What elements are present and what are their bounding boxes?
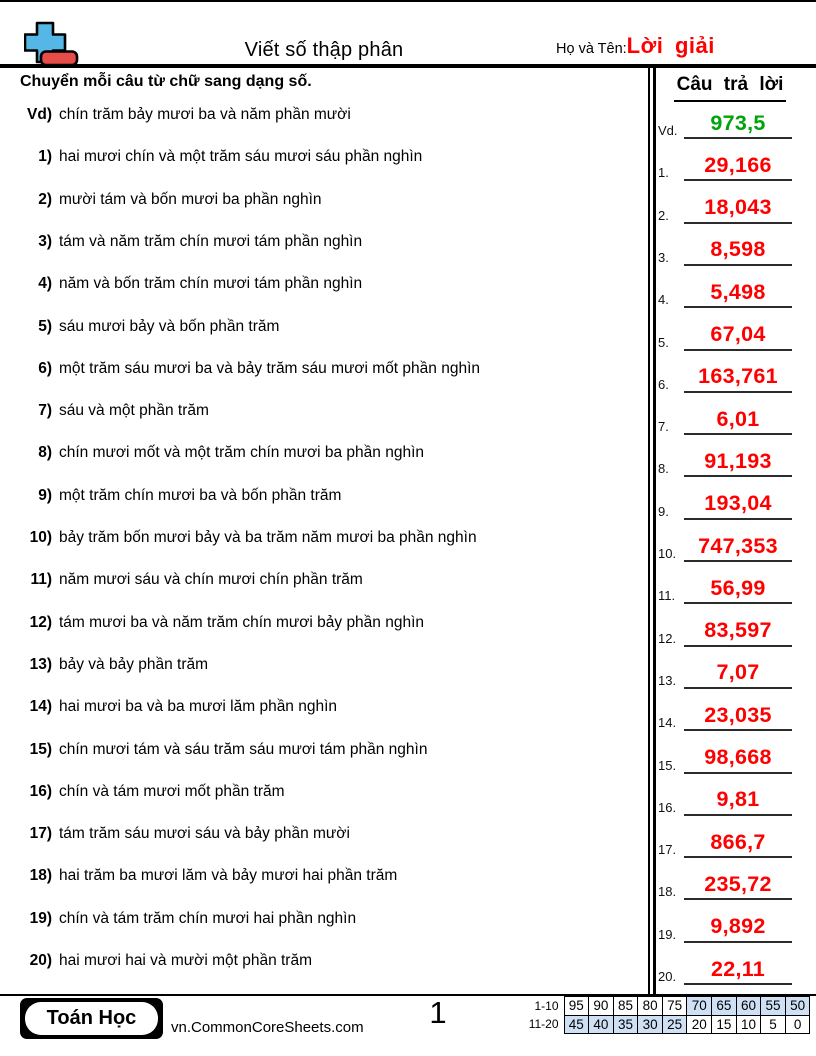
question-text: hai mươi hai và mười một phần trăm — [59, 952, 312, 969]
question-number: 11) — [30, 571, 52, 589]
answer-line — [684, 615, 792, 647]
question-row — [0, 191, 645, 210]
question-row — [0, 656, 645, 675]
score-cell: 55 — [761, 997, 786, 1016]
answer-row — [656, 953, 793, 985]
answer-line — [684, 911, 792, 943]
answer-line — [684, 234, 792, 266]
score-cell: 50 — [785, 997, 810, 1016]
question-text: sáu mươi bảy và bốn phần trăm — [59, 317, 280, 335]
question-number: 6) — [38, 359, 52, 377]
answer-row — [656, 403, 793, 435]
answer-value: 5,498 — [710, 279, 766, 304]
answers-column-header — [650, 74, 810, 102]
answer-value: 29,166 — [704, 152, 772, 177]
question-number: 14) — [29, 698, 52, 716]
score-row-label: 11-20 — [528, 1017, 559, 1032]
score-cell: 90 — [589, 997, 614, 1016]
answer-line — [684, 149, 792, 181]
question-text: hai mươi chín và một trăm sáu mươi sáu phần nghìn — [59, 148, 423, 166]
score-cell: 60 — [736, 997, 761, 1016]
answer-row — [656, 572, 793, 604]
answer-line — [684, 826, 792, 858]
question-text: chín và tám mươi mốt phần trăm — [59, 782, 285, 800]
page-number: 1 — [429, 995, 447, 1030]
question-text: năm mươi sáu và chín mươi chín phần trăm — [59, 571, 363, 589]
answer-line — [684, 445, 792, 477]
question-number: 16) — [29, 782, 52, 800]
answer-value: 23,035 — [704, 702, 772, 727]
answer-row — [656, 699, 793, 731]
answer-row — [656, 911, 793, 943]
answer-value: 866,7 — [710, 829, 766, 854]
answer-value: 7,07 — [716, 660, 760, 685]
question-row — [0, 952, 645, 971]
answer-number: 4. — [658, 292, 669, 308]
question-text: chín trăm bảy mươi ba và năm phần mười — [59, 106, 351, 123]
answer-row — [656, 826, 793, 858]
answer-row — [656, 784, 793, 816]
answer-value: 8,598 — [710, 237, 766, 262]
answer-value: 163,761 — [698, 364, 778, 389]
score-row — [520, 997, 810, 1016]
answer-row — [656, 530, 793, 562]
answer-row — [656, 742, 793, 774]
answer-row — [656, 615, 793, 647]
answer-value: 6,01 — [716, 406, 760, 431]
answer-number: 8. — [658, 461, 669, 477]
score-table — [520, 996, 810, 1034]
question-text: năm và bốn trăm chín mươi tám phần nghìn — [59, 275, 363, 293]
question-row — [0, 910, 645, 929]
question-row — [0, 402, 645, 421]
answer-row — [656, 488, 793, 520]
answer-number: 15. — [658, 757, 677, 773]
subject-badge — [20, 998, 163, 1039]
answer-value: 67,04 — [710, 322, 766, 346]
page-title: Viết số thập phân — [244, 39, 404, 61]
answer-line — [684, 572, 792, 604]
score-row — [520, 1015, 810, 1034]
website-text: vn.CommonCoreSheets.com — [171, 1019, 364, 1036]
answer-number: 16. — [658, 799, 677, 815]
answer-row — [656, 276, 793, 308]
answer-line — [684, 403, 792, 435]
answer-number: 14. — [658, 715, 677, 731]
answer-value: 9,892 — [710, 914, 766, 939]
name-label: Họ và Tên: — [556, 41, 627, 57]
answer-value: 235,72 — [704, 871, 772, 896]
answer-line — [684, 699, 792, 731]
answer-line — [684, 868, 792, 900]
question-row — [0, 698, 645, 717]
question-text: một trăm chín mươi ba và bốn phần trăm — [59, 486, 342, 504]
question-number: 13) — [29, 655, 52, 673]
answer-row — [656, 192, 793, 224]
question-text: bảy trăm bốn mươi bảy và ba trăm năm mươi ba phần nghìn — [59, 529, 477, 546]
question-row — [0, 783, 645, 802]
question-number: 18) — [29, 867, 52, 885]
question-number: 20) — [29, 952, 52, 969]
question-text: tám trăm sáu mươi sáu và bảy phần mười — [59, 825, 350, 843]
question-row — [0, 233, 645, 252]
header-divider — [0, 64, 816, 68]
question-text: hai trăm ba mươi lăm và bảy mươi hai phần trăm — [59, 867, 398, 885]
answer-row — [656, 107, 793, 139]
question-text: chín và tám trăm chín mươi hai phần nghìn — [59, 909, 357, 927]
question-row — [0, 275, 645, 294]
score-cell: 80 — [638, 997, 663, 1016]
question-number: 17) — [29, 825, 52, 843]
subject-badge-pill — [25, 1002, 158, 1035]
answer-number: 20. — [658, 969, 677, 984]
name-row — [556, 33, 715, 59]
answers-column-title: Câu trả lời — [674, 74, 787, 102]
question-number: 19) — [29, 909, 52, 927]
question-text: tám và năm trăm chín mươi tám phần nghìn — [59, 232, 363, 250]
answer-number: 7. — [658, 419, 669, 435]
question-row — [0, 148, 645, 167]
question-number: 3) — [38, 232, 52, 250]
question-text: mười tám và bốn mươi ba phần nghìn — [59, 190, 322, 208]
answer-number: 9. — [658, 503, 669, 519]
question-row — [0, 106, 645, 125]
question-number: 7) — [38, 402, 52, 420]
question-number: 12) — [29, 613, 52, 631]
question-number: 1) — [38, 148, 52, 166]
answer-value: 83,597 — [704, 618, 772, 643]
score-cell: 85 — [613, 997, 638, 1016]
answer-line — [684, 657, 792, 689]
question-text: sáu và một phần trăm — [59, 402, 209, 420]
answer-row — [656, 361, 793, 393]
question-number: 4) — [38, 275, 52, 293]
score-cell: 15 — [712, 1015, 737, 1034]
column-divider — [648, 68, 656, 994]
answer-number: 19. — [658, 926, 677, 942]
score-cell: 30 — [638, 1015, 663, 1034]
answer-value: 56,99 — [710, 575, 766, 600]
question-row — [0, 614, 645, 633]
answer-number: 10. — [658, 546, 677, 561]
score-cell: 75 — [662, 997, 687, 1016]
answer-number: 12. — [658, 630, 677, 646]
score-cell: 10 — [736, 1015, 761, 1034]
answer-value: 18,043 — [704, 195, 772, 220]
question-text: chín mươi tám và sáu trăm sáu mươi tám phần nghìn — [59, 740, 428, 758]
score-cell: 40 — [589, 1015, 614, 1034]
answer-number: Vd. — [658, 123, 678, 138]
question-text: chín mươi mốt và một trăm chín mươi ba phần nghìn — [59, 444, 425, 462]
answer-value: 91,193 — [704, 448, 772, 473]
answer-number: 6. — [658, 376, 669, 392]
answer-row — [656, 445, 793, 477]
question-number: Vd) — [27, 106, 52, 123]
question-row — [0, 360, 645, 379]
score-cell: 20 — [687, 1015, 712, 1034]
score-cell: 25 — [662, 1015, 687, 1034]
answer-number: 3. — [658, 249, 669, 265]
question-number: 8) — [38, 444, 52, 462]
answer-value: 98,668 — [704, 745, 772, 769]
question-row — [0, 867, 645, 886]
subject-badge-label: Toán Học — [46, 1007, 137, 1029]
answer-row — [656, 319, 793, 351]
answer-number: 11. — [658, 588, 676, 604]
answer-number: 1. — [658, 165, 669, 181]
answer-row — [656, 657, 793, 689]
answer-row — [656, 234, 793, 266]
answer-line — [684, 107, 792, 139]
score-cell: 70 — [687, 997, 712, 1016]
score-cell: 95 — [564, 997, 589, 1016]
question-number: 15) — [29, 740, 52, 758]
answer-number: 5. — [658, 334, 669, 350]
question-row — [0, 444, 645, 463]
question-number: 9) — [38, 486, 52, 504]
question-row — [0, 741, 645, 760]
question-number: 5) — [38, 317, 52, 335]
score-cell: 45 — [564, 1015, 589, 1034]
instructions-text: Chuyển mỗi câu từ chữ sang dạng số. — [20, 73, 312, 90]
question-text: hai mươi ba và ba mươi lăm phần nghìn — [59, 698, 338, 716]
answer-number: 18. — [658, 884, 677, 900]
score-cell: 35 — [613, 1015, 638, 1034]
question-row — [0, 571, 645, 590]
answer-value: 747,353 — [698, 533, 778, 558]
score-cell: 5 — [761, 1015, 786, 1034]
answer-number: 13. — [658, 672, 677, 688]
answer-number: 2. — [658, 207, 669, 223]
answer-value: 193,04 — [704, 491, 772, 516]
answer-key-label: Lời giải — [626, 33, 715, 58]
answer-value: 22,11 — [710, 956, 766, 981]
question-row — [0, 318, 645, 337]
question-text: tám mươi ba và năm trăm chín mươi bảy phần nghìn — [59, 613, 425, 631]
question-number: 2) — [38, 190, 52, 208]
answer-line — [684, 192, 792, 224]
answer-line — [684, 784, 792, 816]
question-row — [0, 487, 645, 506]
question-number: 10) — [29, 529, 52, 546]
answer-row — [656, 149, 793, 181]
page-top-border — [0, 0, 816, 2]
answer-line — [684, 488, 792, 520]
answer-value: 9,81 — [716, 787, 760, 812]
score-cell: 65 — [712, 997, 737, 1016]
answer-line — [684, 276, 792, 308]
answer-line — [684, 742, 792, 774]
question-row — [0, 825, 645, 844]
question-text: bảy và bảy phần trăm — [59, 655, 209, 673]
answer-row — [656, 868, 793, 900]
question-row — [0, 529, 645, 548]
score-row-label: 1-10 — [534, 998, 559, 1013]
question-text: một trăm sáu mươi ba và bảy trăm sáu mươi mốt phần nghìn — [59, 359, 480, 377]
answer-line — [684, 319, 792, 351]
answer-value: 973,5 — [710, 110, 766, 135]
score-cell: 0 — [785, 1015, 810, 1034]
answer-line — [684, 530, 792, 562]
answer-line — [684, 361, 792, 393]
answer-line — [684, 953, 792, 985]
answer-number: 17. — [658, 842, 677, 858]
